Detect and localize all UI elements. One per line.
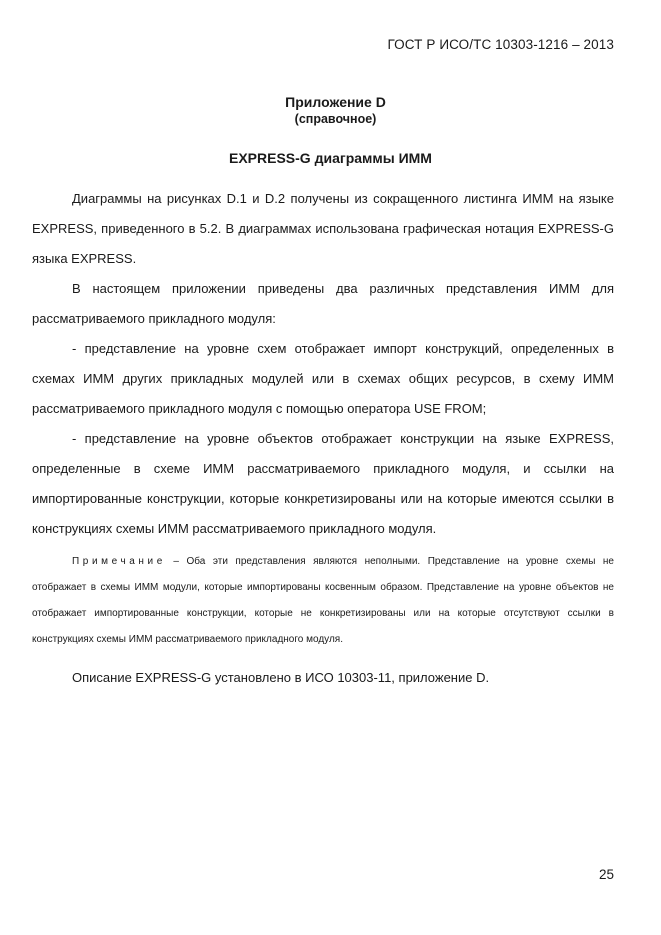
paragraph-intro: Диаграммы на рисунках D.1 и D.2 получены из сокращенного листинга ИММ на языке EXPRESS, приведенного в 5.2. В диаграммах использована графическая нотация EXPRESS-G языка EXPRESS. [32, 191, 614, 266]
body-text [32, 184, 614, 693]
annex-subtitle: (справочное) [294, 112, 377, 126]
note-label: Примечание [72, 556, 166, 567]
section-title: EXPRESS-G диаграммы ИММ [229, 150, 432, 166]
page-number: 25 [598, 867, 614, 882]
note-text: Оба эти представления являются неполными. Представление на уровне схемы не отображает в схемы ИММ модули, которые импортированы косвенным образом. Представление на уровне объектов не отображает импортированные конструкции, которые не конкретизированы или на которые отсутствуют ссылки в конструкциях схемы ИММ рассматриваемого прикладного модуля. [32, 556, 614, 645]
list-item-entity-level: - представление на уровне объектов отображает конструкции на языке EXPRESS, определенные в схеме ИММ рассматриваемого прикладного модуля, и ссылки на импортированные конструкции, которые конкретизированы или на которые имеются ссылки в конструкциях схемы ИММ рассматриваемого прикладного модуля. [32, 431, 614, 536]
note [32, 549, 614, 653]
paragraph-representations: В настоящем приложении приведены два различных представления ИММ для рассматриваемого прикладного модуля: [32, 281, 614, 326]
paragraph-closing: Описание EXPRESS-G установлено в ИСО 10303-11, приложение D. [72, 670, 490, 685]
standard-code-header: ГОСТ Р ИСО/ТС 10303-1216 – 2013 [387, 37, 614, 52]
note-dash: – [165, 556, 187, 567]
annex-title: Приложение D [285, 94, 386, 110]
list-item-schema-level: - представление на уровне схем отображает импорт конструкций, определенных в схемах ИММ других прикладных модулей или в схемах общих ресурсов, в схему ИММ рассматриваемого прикладного модуля с помощью оператора USE FROM; [32, 341, 614, 416]
